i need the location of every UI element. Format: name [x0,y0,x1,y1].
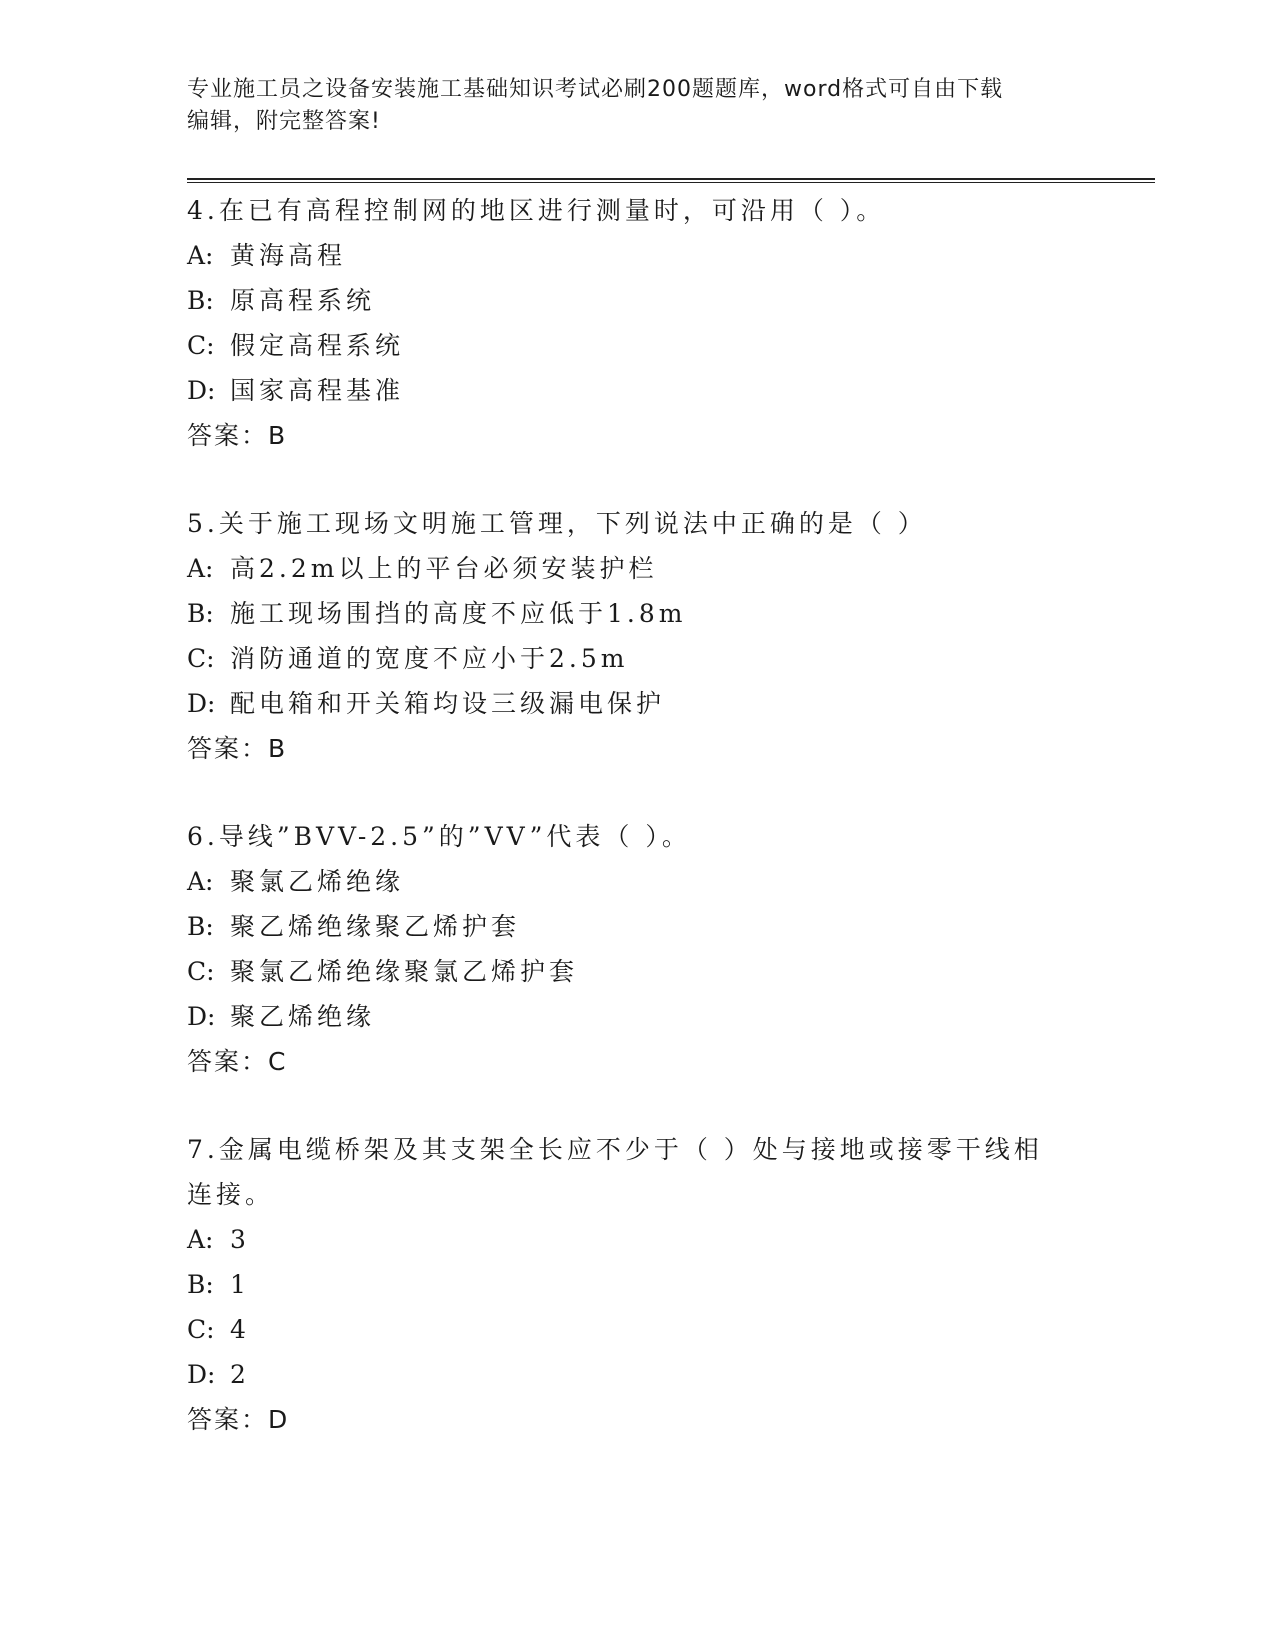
answer-label: 答案：B [187,734,288,763]
answer-label: 答案：B [187,421,288,450]
option-text: 配电箱和开关箱均设三级漏电保护 [230,689,666,718]
question-stem: 4.在已有高程控制网的地区进行测量时，可沿用（ ）。 [187,196,886,225]
option-letter: D: [187,689,216,718]
option-letter: B: [187,912,214,941]
question-list [187,188,1087,1485]
option-letter: A: [187,1225,214,1254]
option-letter: B: [187,286,214,315]
question-7 [187,1127,1087,1442]
option-c [187,949,1087,994]
option-text: 4 [230,1315,250,1344]
question-stem: 6.导线”BVV-2.5”的”VV”代表（ ）。 [187,822,691,851]
option-letter: C: [187,644,215,673]
option-text: 1 [230,1270,250,1299]
answer-label: 答案：C [187,1047,288,1076]
option-b [187,1262,1087,1307]
option-letter: A: [187,554,214,583]
option-text: 2 [230,1360,250,1389]
answer-label: 答案：D [187,1405,290,1434]
question-stem: 5.关于施工现场文明施工管理，下列说法中正确的是（ ） [187,509,927,538]
question-6 [187,814,1087,1084]
option-text: 3 [230,1225,250,1254]
option-text: 黄海高程 [230,241,347,270]
option-text: 高2.2m以上的平台必须安装护栏 [230,554,658,583]
option-d [187,368,1087,413]
header-title-line-1: 专业施工员之设备安装施工基础知识考试必刷200题题库，word格式可自由下载 [187,77,1004,102]
option-d [187,994,1087,1039]
option-a [187,1217,1087,1262]
option-d [187,1352,1087,1397]
option-letter: B: [187,1270,214,1299]
option-text: 聚氯乙烯绝缘聚氯乙烯护套 [230,957,579,986]
option-text: 施工现场围挡的高度不应低于1.8m [230,599,687,628]
option-text: 假定高程系统 [230,331,405,360]
option-letter: D: [187,376,216,405]
option-letter: A: [187,867,214,896]
option-a [187,233,1087,278]
option-a [187,859,1087,904]
option-b [187,904,1087,949]
option-a [187,546,1087,591]
option-text: 聚乙烯绝缘聚乙烯护套 [230,912,521,941]
option-text: 聚氯乙烯绝缘 [230,867,405,896]
option-text: 国家高程基准 [230,376,405,405]
option-b [187,591,1087,636]
option-letter: B: [187,599,214,628]
option-c [187,636,1087,681]
option-c [187,323,1087,368]
option-letter: C: [187,1315,215,1344]
option-text: 聚乙烯绝缘 [230,1002,376,1031]
header-divider [187,178,1155,183]
option-text: 消防通道的宽度不应小于2.5m [230,644,629,673]
option-letter: C: [187,957,215,986]
option-b [187,278,1087,323]
option-d [187,681,1087,726]
header-title-line-2: 编辑，附完整答案! [187,109,381,134]
question-4 [187,188,1087,458]
option-letter: D: [187,1360,216,1389]
question-stem: 7.金属电缆桥架及其支架全长应不少于（ ）处与接地或接零干线相连接。 [187,1135,1043,1209]
option-text: 原高程系统 [230,286,376,315]
question-5 [187,501,1087,771]
option-c [187,1307,1087,1352]
option-letter: A: [187,241,214,270]
document-header [187,74,1067,138]
option-letter: D: [187,1002,216,1031]
option-letter: C: [187,331,215,360]
